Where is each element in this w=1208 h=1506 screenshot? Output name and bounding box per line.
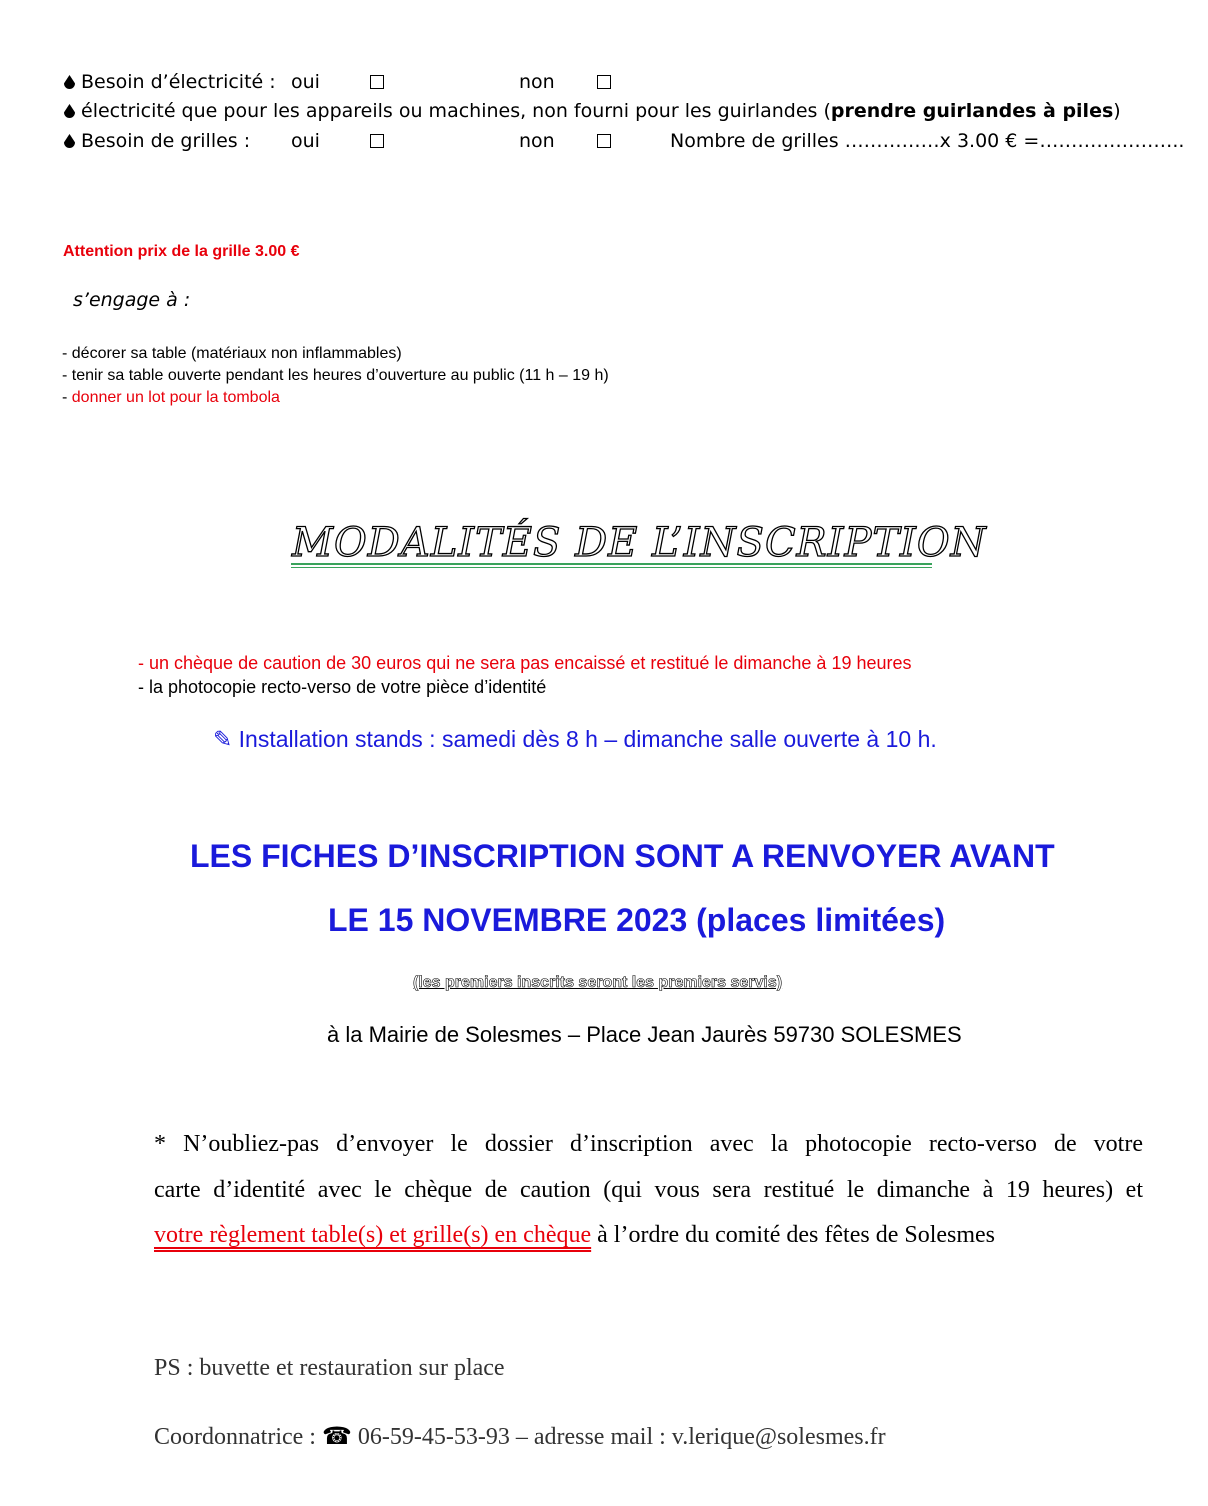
attention-note: Attention prix de la grille 3.00 € (63, 243, 300, 260)
engagement-item (62, 389, 280, 407)
deadline-line2: LE 15 NOVEMBRE 2023 (places limitées) (328, 902, 946, 938)
title-underline (291, 567, 932, 568)
electricity-row (64, 71, 276, 93)
modalite-cheque: - un chèque de caution de 30 euros qui ne sera pas encaissé et restitué le dimanche à 19 heures (138, 653, 912, 673)
engagement-dash: - (62, 389, 72, 406)
electricity-oui-checkbox[interactable] (370, 75, 384, 89)
contact-details[interactable]: 06-59-45-53-93 – adresse mail : v.lerique@solesmes.fr (351, 1424, 886, 1450)
grilles-oui-label: oui (291, 130, 320, 152)
grilles-count-field[interactable]: Nombre de grilles ……………x 3.00 € =………………….. (670, 130, 1185, 152)
modalites-title: MODALITÉS DE L’INSCRIPTION (292, 520, 987, 566)
address: à la Mairie de Solesmes – Place Jean Jaurès 59730 SOLESMES (327, 1022, 962, 1047)
reminder-line3-rest: à l’ordre du comité des fêtes de Solesmes (591, 1222, 996, 1248)
drop-bullet-icon (64, 134, 75, 148)
electricity-non-label: non (519, 71, 555, 93)
engagement-tombola: donner un lot pour la tombola (71, 389, 280, 406)
modalite-photocopie: - la photocopie recto-verso de votre pièce d’identité (138, 677, 547, 697)
reminder-line3 (154, 1222, 995, 1249)
engage-title: s’engage à : (73, 289, 191, 311)
hand-pointer-icon: ✎ (213, 726, 233, 752)
installation-text: Installation stands : samedi dès 8 h – dimanche salle ouverte à 10 h. (238, 726, 937, 752)
contact-line (154, 1422, 886, 1451)
grilles-label: Besoin de grilles : (81, 130, 251, 152)
engagement-item: - tenir sa table ouverte pendant les heures d’ouverture au public (11 h – 19 h) (62, 367, 609, 384)
ps-note: PS : buvette et restauration sur place (154, 1355, 505, 1381)
contact-label: Coordonnatrice : (154, 1424, 322, 1450)
reminder-line2: carte d’identité avec le chèque de caution (qui vous sera restitué le dimanche à 19 heures) et (154, 1177, 1143, 1203)
deadline-line1: LES FICHES D’INSCRIPTION SONT A RENVOYER AVANT (190, 838, 1055, 874)
electricity-note-end: ) (1113, 100, 1121, 122)
grilles-non-checkbox[interactable] (597, 134, 611, 148)
electricity-non-checkbox[interactable] (597, 75, 611, 89)
engagement-item: - décorer sa table (matériaux non inflammables) (62, 345, 402, 362)
deadline-note: (les premiers inscrits seront les premiers servis) (413, 974, 783, 991)
grilles-non-label: non (519, 130, 555, 152)
electricity-note-bold: prendre guirlandes à piles (830, 100, 1114, 122)
reminder-line1: * N’oubliez-pas d’envoyer le dossier d’inscription avec la photocopie recto-verso de votre (154, 1131, 1143, 1157)
drop-bullet-icon (64, 104, 75, 118)
drop-bullet-icon (64, 75, 75, 89)
electricity-note (64, 100, 1121, 122)
title-underline (291, 563, 932, 565)
grilles-oui-checkbox[interactable] (370, 134, 384, 148)
electricity-oui-label: oui (291, 71, 320, 93)
phone-icon: ☎ (321, 1424, 352, 1450)
grilles-row (64, 130, 250, 152)
payment-highlight: votre règlement table(s) et grille(s) en chèque (154, 1222, 592, 1248)
installation-line (213, 726, 937, 753)
electricity-note-text: électricité que pour les appareils ou machines, non fourni pour les guirlandes ( (81, 100, 831, 122)
electricity-label: Besoin d’électricité : (81, 71, 276, 93)
